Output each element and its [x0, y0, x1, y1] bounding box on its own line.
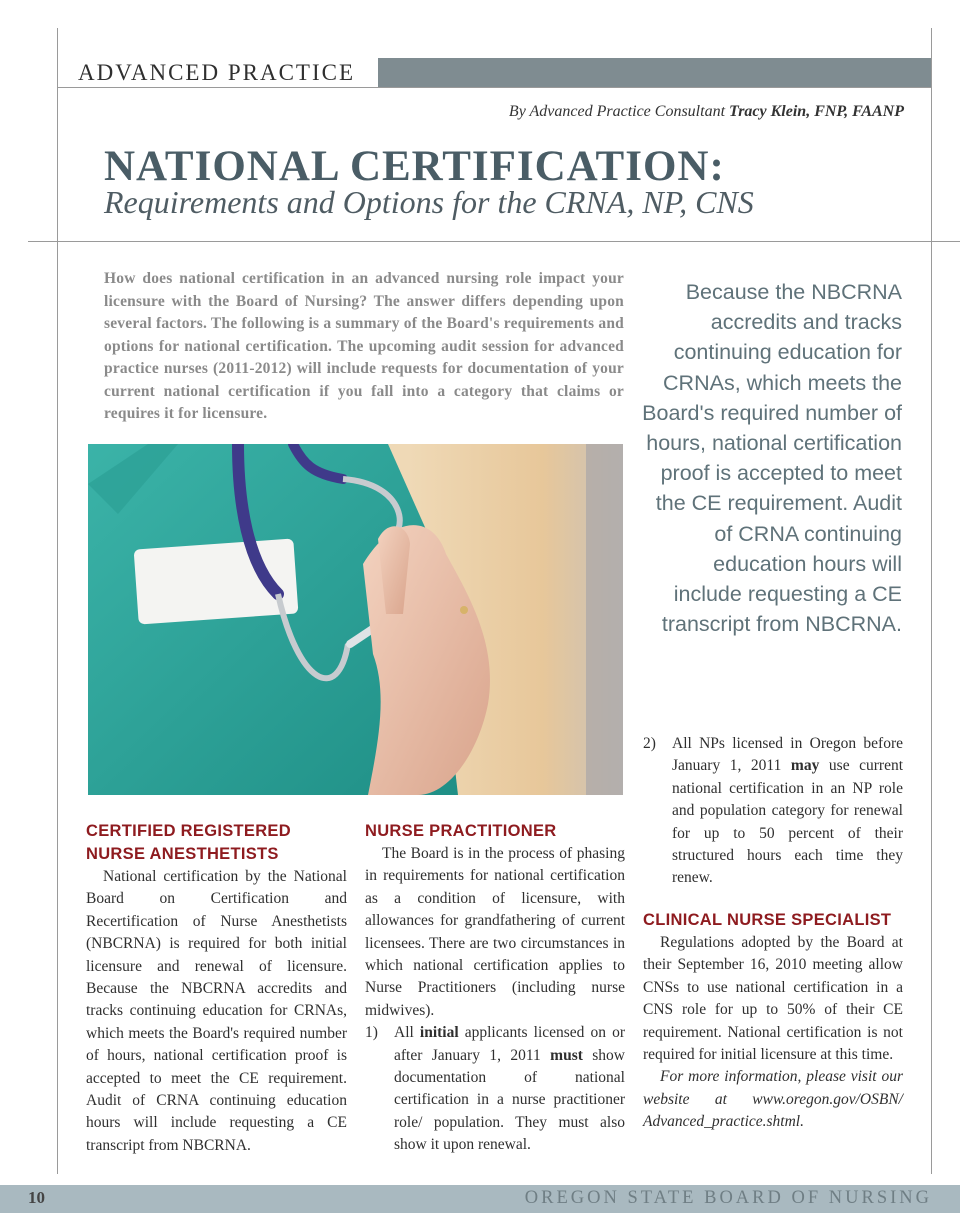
nurse-stethoscope-photo	[88, 444, 623, 795]
byline-author: Tracy Klein, FNP, FAANP	[729, 103, 904, 120]
np-item1-must: must	[550, 1046, 583, 1064]
pull-quote: Because the NBCRNA accredits and tracks continuing education for CRNAs, which meets the Board's required number of hours, national certification proof is accepted to meet the CE requirement. Audit of CRNA continuing education hours will include requesting a CE transcript from NBCRNA.	[642, 280, 902, 637]
section-label: ADVANCED PRACTICE	[78, 60, 356, 85]
right-frame-rule	[931, 28, 932, 1174]
page-subtitle: Requirements and Options for the CRNA, NP, CNS	[104, 184, 754, 220]
np-item1-text-c: applicants licensed on or after January 1, 2011	[394, 1024, 625, 1064]
np-list-item-1	[365, 1022, 625, 1156]
np-section	[365, 820, 625, 1157]
np-item2-text-a: All NPs licensed in Oregon before January 1, 2011	[672, 735, 903, 775]
np-item2-text-c: use current national certification in an NP role and population category for renewal for up to 50 percent of their structured hours each time they renew.	[672, 757, 904, 887]
cns-section	[643, 909, 903, 1134]
publication-name: OREGON STATE BOARD OF NURSING	[524, 1188, 932, 1208]
photo-illustration	[88, 444, 623, 795]
cns-heading: CLINICAL NURSE SPECIALIST	[643, 911, 892, 929]
np-list-item-2	[643, 733, 903, 890]
np-item1-initial: initial	[419, 1024, 459, 1042]
np-item1-text-e: show documentation of national certification in a nurse practitioner role/ population. They must also show it upon renewal.	[394, 1046, 625, 1154]
byline	[509, 103, 904, 121]
np-body: The Board is in the process of phasing in requirements for national certification as a condition of licensure, with allowances for grandfathering of current licensees. There are two circumstances in which national certification applies to Nurse Practitioners (including nurse midwives).	[365, 845, 625, 1019]
section-bar	[378, 58, 931, 87]
np-list-continued	[643, 733, 903, 890]
title-rule	[28, 241, 960, 242]
cns-body: Regulations adopted by the Board at their September 16, 2010 meeting allow CNSs to use national certification in a CNS role for up to 50% of their CE requirement. National certification is not required for initial licensure at this time.	[643, 934, 903, 1064]
np-list-number-1: 1)	[365, 1024, 378, 1042]
crna-heading-line2: NURSE ANESTHETISTS	[86, 845, 279, 863]
np-heading: NURSE PRACTITIONER	[365, 822, 557, 840]
crna-heading-line1: CERTIFIED REGISTERED	[86, 822, 291, 840]
page-number: 10	[28, 1188, 45, 1207]
cns-more-info: For more information, please visit our website at www.oregon.gov/OSBN/ Advanced_practice.shtml.	[643, 1068, 903, 1131]
crna-body: National certification by the National Board on Certification and Recertification of Nurse Anesthetists (NBCRNA) is required for both initial licensure and renewal of licensure. Because the NBCRNA accredits and tracks continuing education for CRNAs, which meets the Board's required number of hours, national certification proof is accepted to meet the CE requirement. Audit of CRNA continuing education hours will include requesting a CE transcript from NBCRNA.	[86, 868, 347, 1154]
intro-paragraph: How does national certification in an advanced nursing role impact your licensure with the Board of Nursing? The answer differs depending upon several factors. The following is a summary of the Board's requirements and options for national certification. The upcoming audit session for advanced practice nurses (2011-2012) will include requests for documentation of your current national certification if you fall into a category that claims or requires it for licensure.	[104, 270, 624, 422]
left-frame-rule	[57, 28, 58, 1174]
crna-section	[86, 820, 347, 1157]
np-item2-may: may	[790, 757, 820, 775]
np-item1-text-a: All	[394, 1024, 414, 1042]
byline-prefix: By Advanced Practice Consultant	[508, 103, 726, 120]
page-title: NATIONAL CERTIFICATION:	[104, 143, 725, 190]
np-list-number-2: 2)	[643, 735, 656, 752]
header-rule	[57, 87, 932, 88]
